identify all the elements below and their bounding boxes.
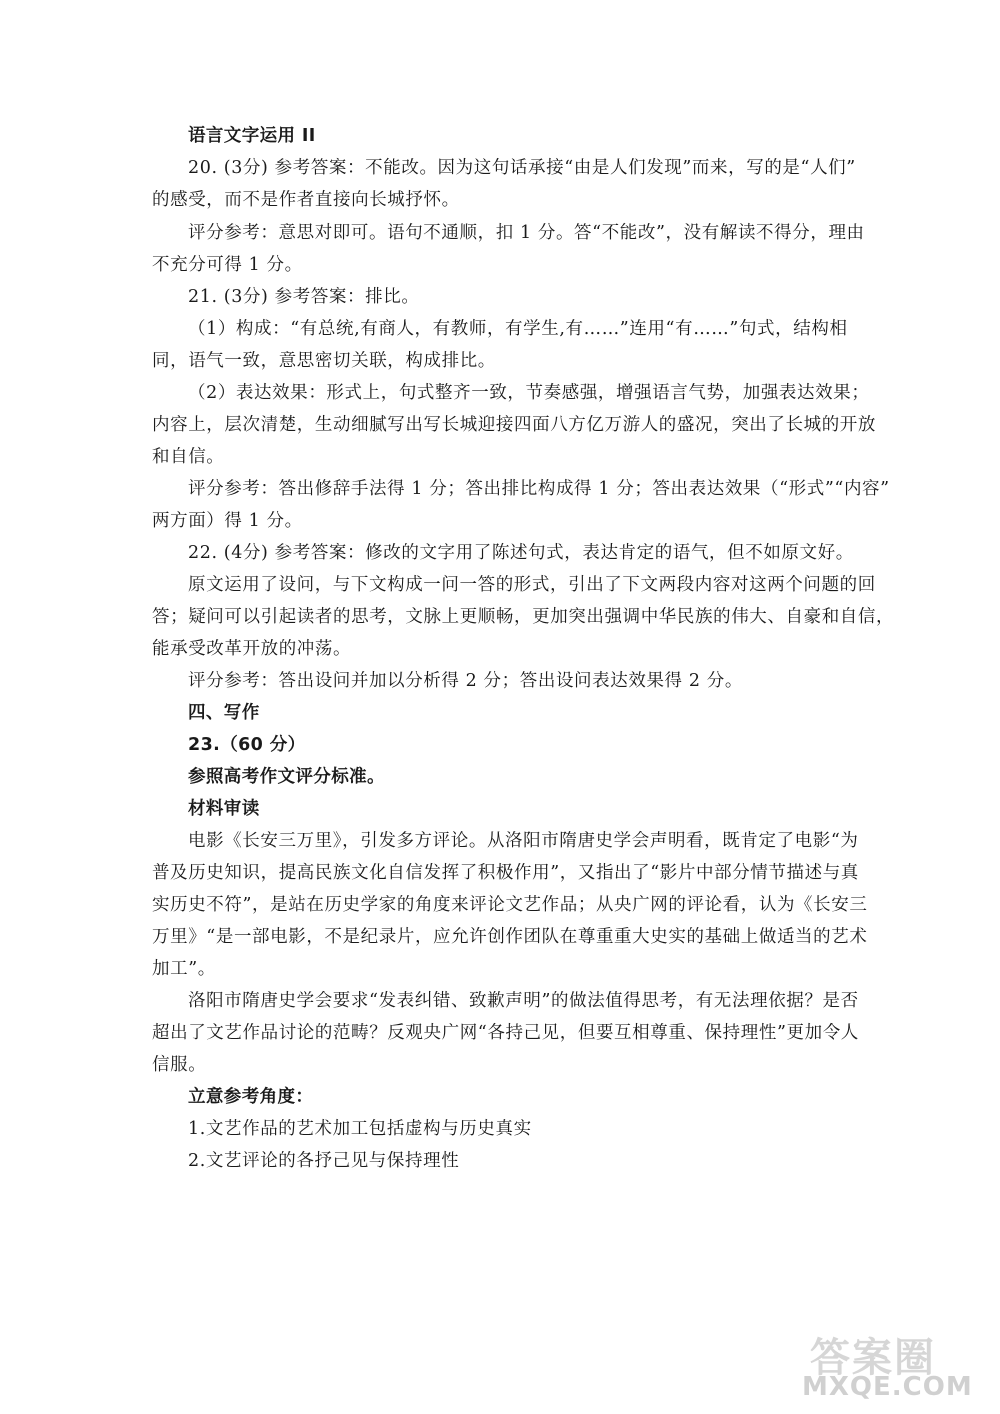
material-title: 材料审读 [188,799,260,819]
angle-item-1: 1.文艺作品的艺术加工包括虚构与历史真实 [188,1119,532,1139]
q22-explain-line-1: 原文运用了设问，与下文构成一问一答的形式，引出了下文两段内容对这两个问题的回 [188,575,876,595]
q21-effect-line-3: 和自信。 [152,447,225,467]
material-line-8: 信服。 [152,1055,207,1075]
q21-answer-line: 21. (3分) 参考答案：排比。 [188,287,420,307]
angle-item-2: 2.文艺评论的各抒己见与保持理性 [188,1151,460,1171]
q22-explain-line-3: 能承受改革开放的冲荡。 [152,639,352,659]
material-line-4: 万里》“是一部电影，不是纪录片，应允许创作团队在尊重重大史实的基础上做适当的艺术 [152,927,868,947]
section-title: 语言文字运用 II [188,126,316,146]
q22-scoring-line: 评分参考：答出设问并加以分析得 2 分；答出设问表达效果得 2 分。 [188,671,743,691]
angle-title: 立意参考角度： [188,1087,314,1107]
q21-structure-line-2: 同，语气一致，意思密切关联，构成排比。 [152,351,496,371]
q20-scoring-line-2: 不充分可得 1 分。 [152,255,303,275]
q22-explain-line-2: 答；疑问可以引起读者的思考，文脉上更顺畅，更加突出强调中华民族的伟大、自豪和自信， [152,607,895,627]
material-line-6: 洛阳市隋唐史学会要求“发表纠错、致歉声明”的做法值得思考，有无法理依据？是否 [188,991,859,1011]
material-line-7: 超出了文艺作品讨论的范畴？反观央广网“各持己见，但要互相尊重、保持理性”更加令人 [152,1023,859,1043]
q21-structure-line-1: （1）构成：“有总统,有商人，有教师，有学生,有……”连用“有……”句式，结构相 [188,319,848,339]
q20-answer-line-2: 的感受，而不是作者直接向长城抒怀。 [152,190,460,210]
watermark-bottom-text: MXQE.COM [802,1372,973,1402]
q21-scoring-line-2: 两方面）得 1 分。 [152,511,303,531]
q21-scoring-line-1: 评分参考：答出修辞手法得 1 分；答出排比构成得 1 分；答出表达效果（“形式”“内容” [188,479,890,499]
material-line-1: 电影《长安三万里》，引发多方评论。从洛阳市隋唐史学会声明看，既肯定了电影“为 [188,831,859,851]
q20-scoring-line-1: 评分参考：意思对即可。语句不通顺，扣 1 分。答“不能改”，没有解读不得分，理由 [188,223,865,243]
watermark-top-text: 答案圈 [810,1335,936,1381]
section-4-title: 四、写作 [188,703,260,723]
scoring-standard: 参照高考作文评分标准。 [188,767,385,787]
watermark-logo [802,1324,982,1404]
q22-answer-line: 22. (4分) 参考答案：修改的文字用了陈述句式，表达肯定的语气，但不如原文好。 [188,543,854,563]
material-line-5: 加工”。 [152,959,216,979]
q23-heading: 23.（60 分） [188,735,306,755]
q21-effect-line-1: （2）表达效果：形式上，句式整齐一致，节奏感强，增强语言气势，加强表达效果； [188,383,870,403]
material-line-3: 实历史不符”，是站在历史学家的角度来评论文艺作品；从央广网的评论看，认为《长安三 [152,895,868,915]
q21-effect-line-2: 内容上，层次清楚，生动细腻写出写长城迎接四面八方亿万游人的盛况，突出了长城的开放 [152,415,876,435]
q20-answer-line-1: 20. (3分) 参考答案：不能改。因为这句话承接“由是人们发现”而来，写的是“人们” [188,158,856,178]
material-line-2: 普及历史知识，提高民族文化自信发挥了积极作用”，又指出了“影片中部分情节描述与真 [152,863,859,883]
